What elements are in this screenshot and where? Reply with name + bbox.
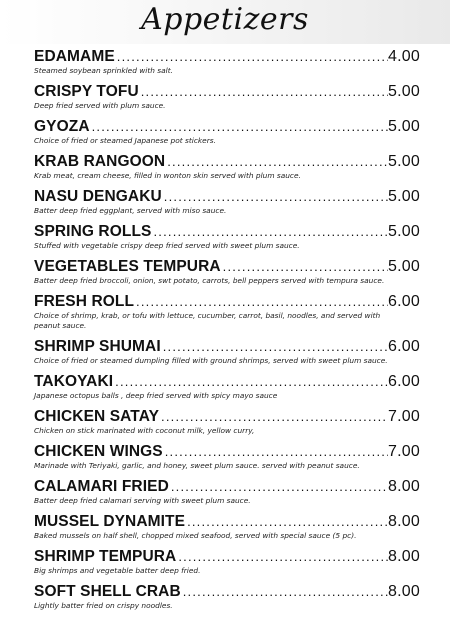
menu-item-description: Baked mussels on half shell, chopped mixed seafood, served with special sauce (5 pc). [34,531,357,540]
leader-dots [161,337,388,356]
menu-item-row [34,337,420,356]
menu-item-description: Japanese octopus balls , deep fried served with spicy mayo sauce [34,391,278,400]
leader-dots [139,82,388,101]
leader-dots [185,512,388,531]
menu-item [34,337,420,366]
menu-item-row [34,117,420,136]
page-title: Appetizers [141,2,309,37]
leader-dots [169,477,388,496]
leader-dots [181,582,388,601]
menu-item-row [34,292,420,311]
menu-item-row [34,477,420,496]
menu-item-description: Chicken on stick marinated with coconut milk, yellow curry, [34,426,255,435]
menu-item-name: SOFT SHELL CRAB [34,583,181,600]
menu-item-price: 7.00 [388,408,420,425]
menu-item-row [34,372,420,391]
menu-item-name: TAKOYAKI [34,373,114,390]
menu-item-price: 7.00 [388,443,420,460]
menu-item [34,442,420,471]
menu-item-description: Krab meat, cream cheese, filled in wonton skin served with plum sauce. [34,171,301,180]
menu-item [34,547,420,576]
menu-item-description: Steamed soybean sprinkled with salt. [34,66,173,75]
menu-item-price: 5.00 [388,153,420,170]
leader-dots [151,222,388,241]
menu-item [34,407,420,436]
menu-item-price: 5.00 [388,83,420,100]
menu-item [34,512,420,541]
menu-item-name: MUSSEL DYNAMITE [34,513,186,530]
menu-item-name: GYOZA [34,118,90,135]
menu-item-description: Batter deep fried eggplant, served with miso sauce. [34,206,227,215]
menu-item-name: EDAMAME [34,48,115,65]
leader-dots [90,117,388,136]
menu-item [34,222,420,251]
menu-item [34,117,420,146]
menu-item-name: NASU DENGAKU [34,188,162,205]
menu-item-name: CHICKEN WINGS [34,443,163,460]
menu-item-description: Big shrimps and vegetable batter deep fried. [34,566,201,575]
menu-list [34,47,420,617]
menu-item [34,82,420,111]
menu-item-row [34,512,420,531]
menu-item-row [34,222,420,241]
menu-item [34,477,420,506]
menu-item [34,152,420,181]
menu-item-row [34,547,420,566]
menu-item-row [34,152,420,171]
menu-item-row [34,82,420,101]
menu-item-description: Deep fried served with plum sauce. [34,101,166,110]
menu-item-name: KRAB RANGOON [34,153,166,170]
menu-item [34,582,420,611]
menu-item-row [34,582,420,601]
menu-item-name: SHRIMP TEMPURA [34,548,177,565]
menu-item [34,292,420,331]
menu-item-price: 5.00 [388,223,420,240]
menu-item-description: Choice of fried or steamed dumpling filled with ground shrimps, served with sweet plum sauce. [34,356,388,365]
menu-item-price: 8.00 [388,513,420,530]
menu-item-price: 5.00 [388,188,420,205]
leader-dots [162,187,388,206]
menu-item [34,47,420,76]
menu-item-description: Marinade with Teriyaki, garlic, and honey, sweet plum sauce. served with peanut sauce. [34,461,360,470]
menu-item-price: 6.00 [388,338,420,355]
menu-item-name: CHICKEN SATAY [34,408,160,425]
menu-item [34,257,420,286]
menu-item [34,372,420,401]
menu-item-price: 5.00 [388,118,420,135]
menu-item-row [34,407,420,426]
menu-item-price: 8.00 [388,583,420,600]
menu-item-price: 6.00 [388,293,420,310]
menu-item-description: Batter deep fried calamari serving with sweet plum sauce. [34,496,251,505]
menu-item-description: Choice of fried or steamed Japanese pot stickers. [34,136,216,145]
menu-item-description: Batter deep fried broccoli, onion, swt potato, carrots, bell peppers served with tempura sauce. [34,276,385,285]
menu-item [34,187,420,216]
menu-item-description: Stuffed with vegetable crispy deep fried served with sweet plum sauce. [34,241,300,250]
leader-dots [165,152,388,171]
menu-item-name: CALAMARI FRIED [34,478,169,495]
menu-item-price: 4.00 [388,48,420,65]
leader-dots [221,257,388,276]
menu-item-name: FRESH ROLL [34,293,135,310]
menu-item-name: VEGETABLES TEMPURA [34,258,221,275]
leader-dots [134,292,388,311]
leader-dots [176,547,388,566]
leader-dots [163,442,388,461]
menu-item-price: 8.00 [388,548,420,565]
menu-item-price: 5.00 [388,258,420,275]
menu-item-row [34,442,420,461]
leader-dots [113,372,388,391]
menu-item-name: SHRIMP SHUMAI [34,338,161,355]
menu-item-row [34,187,420,206]
menu-item-price: 8.00 [388,478,420,495]
menu-item-price: 6.00 [388,373,420,390]
menu-item-name: SPRING ROLLS [34,223,152,240]
menu-item-row [34,47,420,66]
leader-dots [115,47,388,66]
menu-item-name: CRISPY TOFU [34,83,139,100]
menu-item-description: Choice of shrimp, krab, or tofu with lettuce, cucumber, carrot, basil, noodles, and served with peanut sauce. [34,311,381,330]
leader-dots [159,407,388,426]
menu-item-description: Lightly batter fried on crispy noodles. [34,601,173,610]
menu-item-row [34,257,420,276]
